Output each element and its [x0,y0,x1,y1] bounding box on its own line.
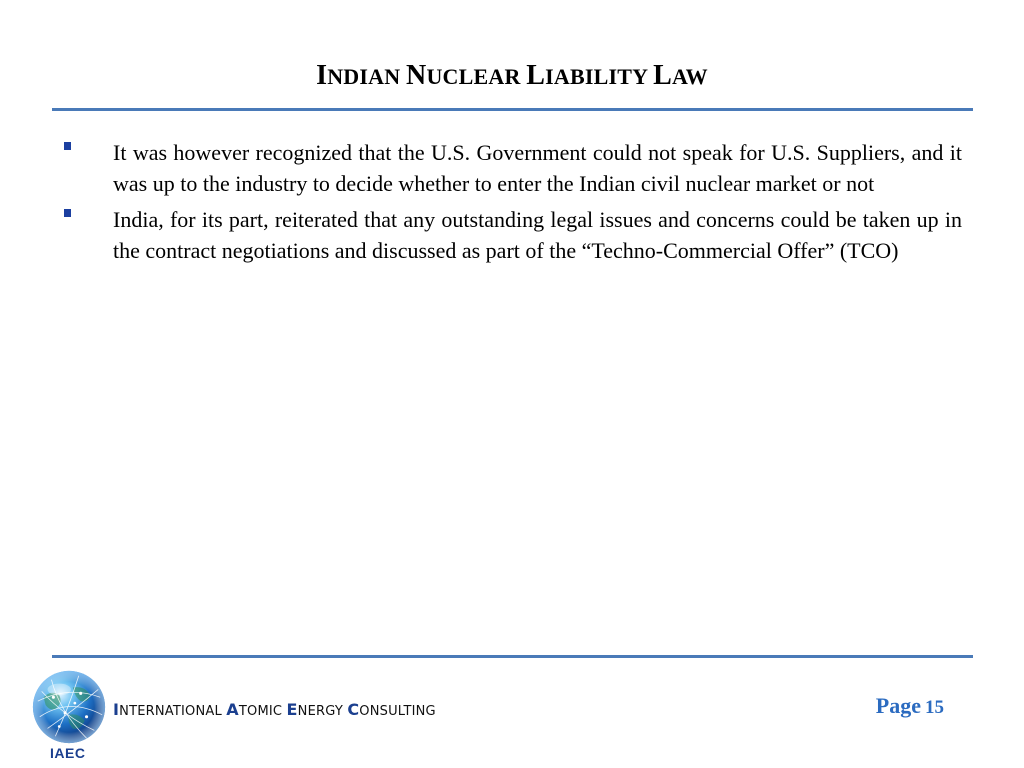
globe-logo-icon [30,668,108,746]
square-bullet-icon [64,209,71,217]
company-name [113,700,436,719]
company-name-part: NTERNATIONAL [119,704,227,719]
title-part: AW [672,64,708,89]
slide-title [52,58,972,95]
company-initial: I [113,700,120,719]
page-number-value: 15 [925,697,944,718]
bullet-item [60,137,962,199]
title-part: L [653,60,673,91]
company-name-part: TOMIC [238,704,287,719]
bullet-text: It was however recognized that the U.S. Government could not speak for U.S. Suppliers, and it was up to the industry to decide whether to enter the Indian civil nuclear market or not [113,140,962,196]
title-part: IABILITY [545,64,654,89]
title-divider [52,108,973,111]
page-label: Page [875,693,921,718]
company-name-part: ONSULTING [359,704,436,719]
square-bullet-icon [64,142,71,150]
company-initial: C [347,700,360,719]
company-initial: A [226,700,239,719]
logo-label: IAEC [50,745,86,761]
company-initial: E [286,700,298,719]
title-part: N [406,60,427,91]
page-number [876,693,944,719]
footer-divider [52,655,973,658]
bullet-text: India, for its part, reiterated that any outstanding legal issues and concerns could be taken up in the contract negotiations and discussed as part of the “Techno-Commercial Offer” (TCO) [113,207,962,263]
title-part: UCLEAR [426,64,527,89]
bullet-item [60,204,962,266]
title-part: L [526,60,546,91]
title-part: I [316,60,328,91]
bullet-list [60,137,962,271]
company-name-part: NERGY [297,704,348,719]
title-part: NDIAN [327,64,407,89]
